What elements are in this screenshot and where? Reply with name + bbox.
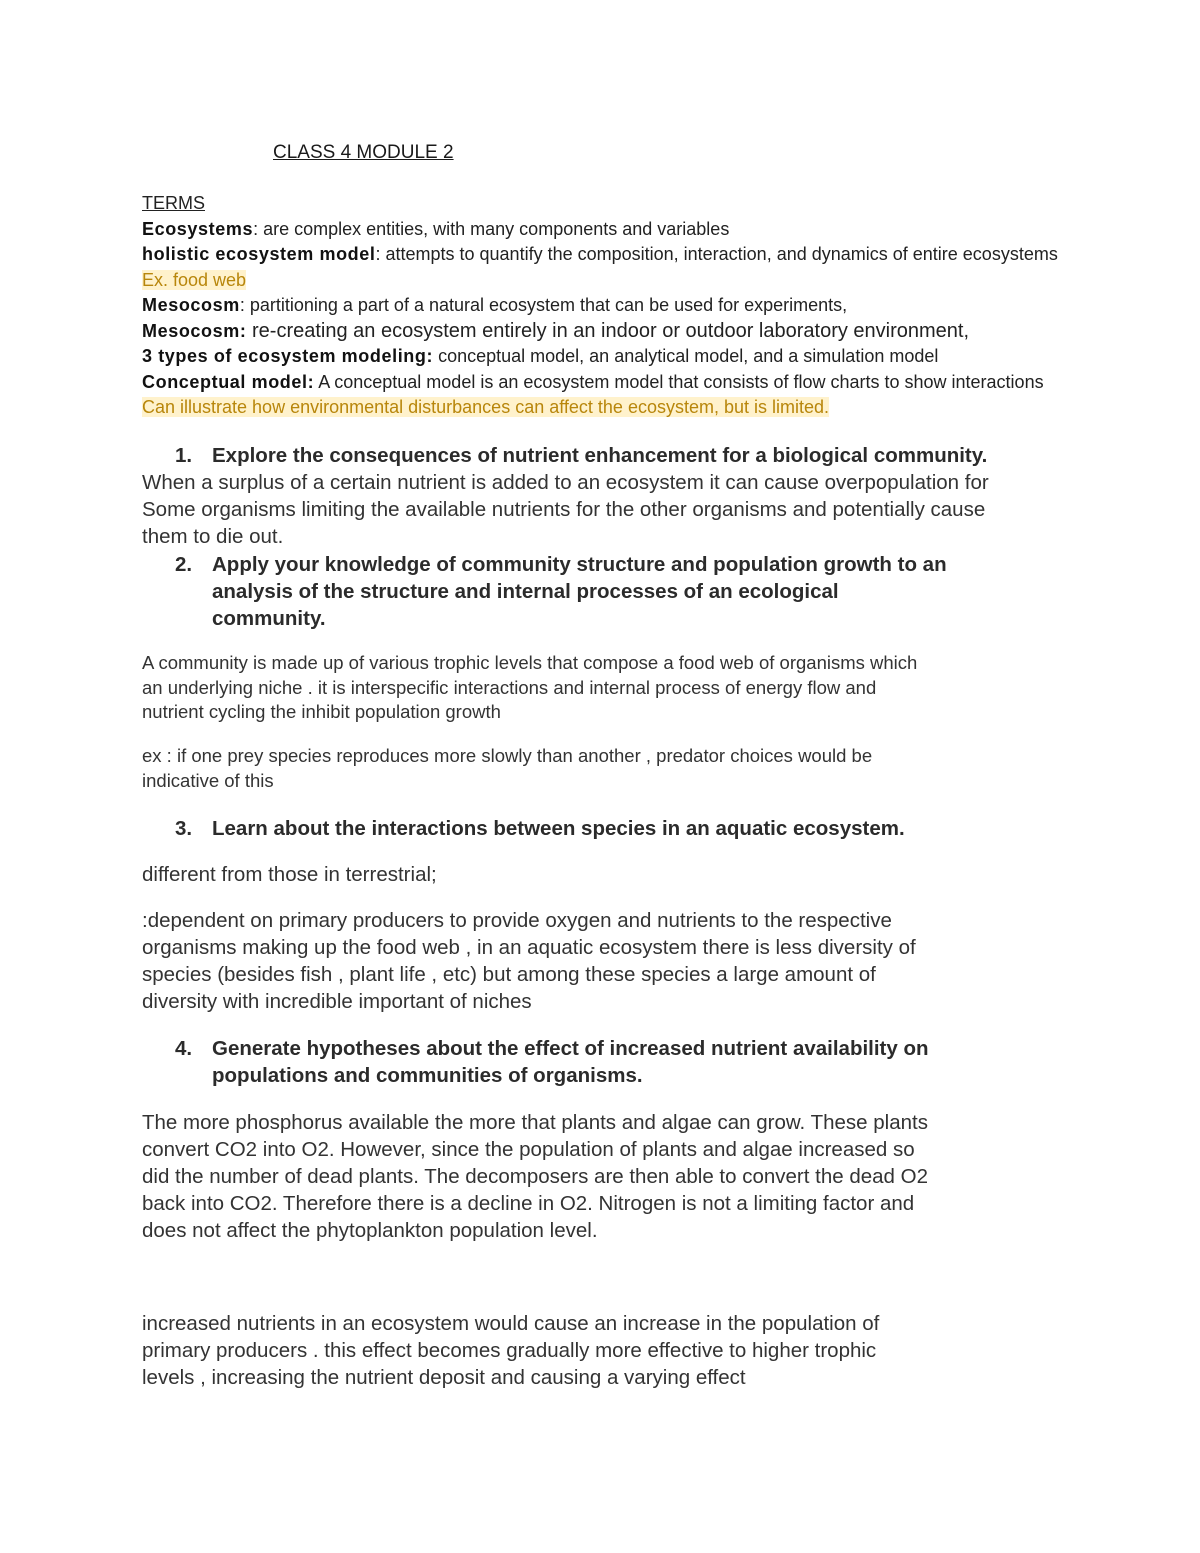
term-name: 3 types of ecosystem modeling: <box>142 346 434 366</box>
term-line <box>142 293 1058 319</box>
answer-paragraph: A community is made up of various trophic levels that compose a food web of organisms which an underlying niche . it is interspecific interactions and internal process of energy flow and nutrient cycling the inhibit population growth <box>142 652 918 722</box>
term-name: Mesocosm <box>142 295 240 315</box>
answer-paragraph: When a surplus of a certain nutrient is added to an ecosystem it can cause overpopulation for Some organisms limiting the available nutrients for the other organisms and potentially cause them to die out. <box>142 471 989 548</box>
question-number: 2. <box>175 553 193 576</box>
term-definition: conceptual model, an analytical model, and a simulation model <box>433 346 939 366</box>
highlighted-note: Ex. food web <box>142 269 247 290</box>
question-text: Explore the consequences of nutrient enhancement for a biological community. <box>212 444 988 467</box>
highlighted-note: Can illustrate how environmental disturbances can affect the ecosystem, but is limited. <box>142 397 830 417</box>
term-line <box>142 344 1058 370</box>
term-name: Ecosystems <box>142 218 254 239</box>
term-definition: re-creating an ecosystem entirely in an indoor or outdoor laboratory environment, <box>246 319 970 342</box>
term-name: Conceptual model: <box>142 371 315 392</box>
term-line <box>142 242 1058 268</box>
term-line <box>142 217 1058 243</box>
question-text: Learn about the interactions between species in an aquatic ecosystem. <box>212 817 905 840</box>
term-definition: : attempts to quantify the composition, interaction, and dynamics of entire ecosystems <box>375 244 1058 264</box>
answer-paragraph: The more phosphorus available the more that plants and algae can grow. These plants convert CO2 into O2. However, since the population of plants and algae increased so did the number of dead plants. The decomposers are then able to convert the dead O2 back into CO2. Therefore there is a decline in O2. Nitrogen is not a limiting factor and does not affect the phytoplankton population level. <box>142 1111 928 1242</box>
question-number: 4. <box>175 1037 193 1060</box>
term-definition: : are complex entities, with many components and variables <box>253 218 730 239</box>
page-title: CLASS 4 MODULE 2 <box>273 142 454 163</box>
question-text: Apply your knowledge of community structure and population growth to an analysis of the structure and internal processes of an ecological community. <box>212 553 947 630</box>
term-name: Mesocosm: <box>142 320 247 341</box>
term-line <box>142 395 1058 421</box>
term-name: holistic ecosystem model <box>142 244 376 264</box>
term-definition: A conceptual model is an ecosystem model that consists of flow charts to show interactions <box>314 371 1044 392</box>
answer-paragraph: ex : if one prey species reproduces more slowly than another , predator choices would be indicative of this <box>142 745 873 791</box>
answer-paragraph: increased nutrients in an ecosystem would cause an increase in the population of primary producers . this effect becomes gradually more effective to higher trophic levels , increasing the nutrient deposit and causing a varying effect <box>142 1312 880 1389</box>
term-line <box>142 319 1058 345</box>
answer-paragraph: different from those in terrestrial; <box>142 863 437 886</box>
answer-paragraph: :dependent on primary producers to provide oxygen and nutrients to the respective organisms making up the food web , in an aquatic ecosystem there is less diversity of species (besides fish , plant life , etc) but among these species a large amount of diversity with incredible important of niches <box>142 909 916 1013</box>
question-number: 3. <box>175 817 193 840</box>
question-number: 1. <box>175 444 193 467</box>
term-line <box>142 268 1058 294</box>
term-definition: : partitioning a part of a natural ecosystem that can be used for experiments, <box>239 295 848 315</box>
terms-heading: TERMS <box>142 193 205 213</box>
question-text: Generate hypotheses about the effect of increased nutrient availability on populations and communities of organisms. <box>212 1037 929 1087</box>
term-line <box>142 370 1058 396</box>
terms-section <box>142 191 1058 421</box>
